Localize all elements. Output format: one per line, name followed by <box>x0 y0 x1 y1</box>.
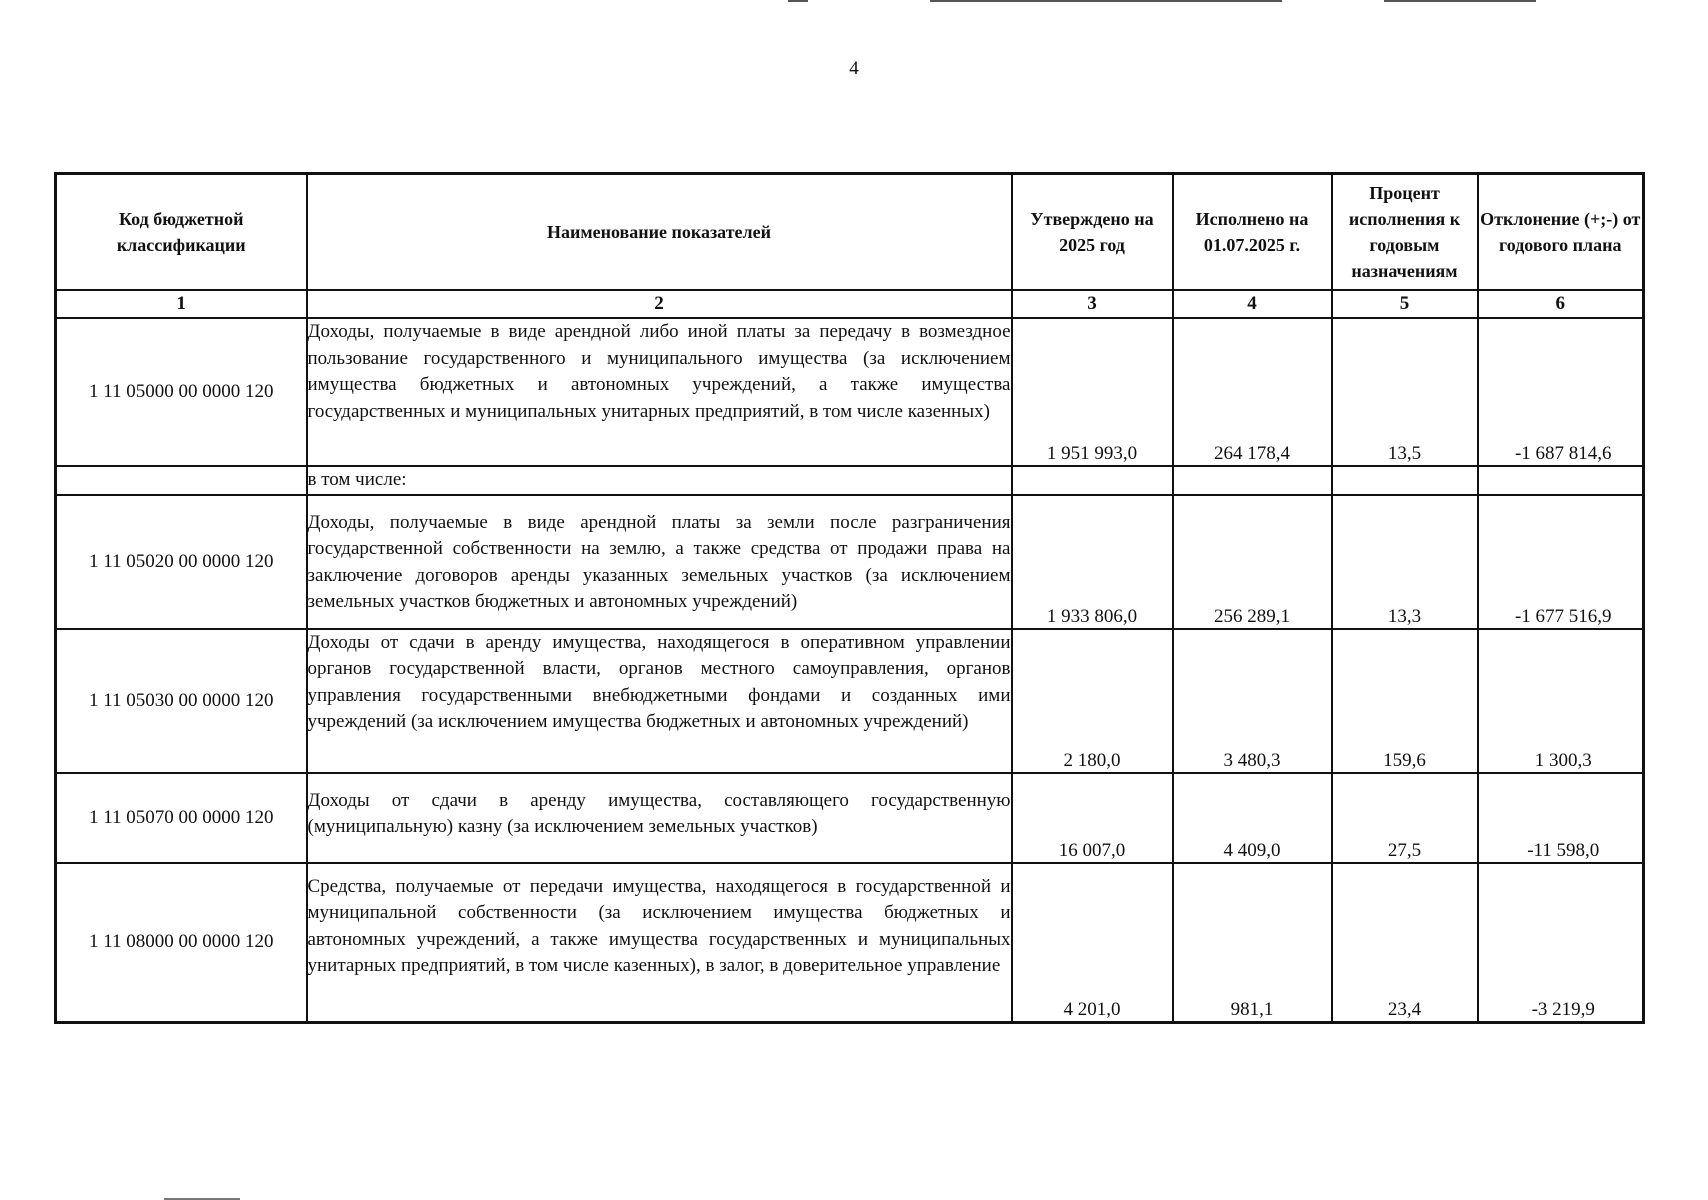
header-percent: Процент исполнения к годовым назначениям <box>1332 174 1478 291</box>
row-approved <box>1012 466 1173 495</box>
table-row <box>56 629 1644 773</box>
row-executed <box>1173 466 1332 495</box>
page-number: 4 <box>849 58 859 79</box>
header-row <box>56 174 1644 291</box>
row-deviation: -3 219,9 <box>1478 863 1644 1023</box>
row-executed: 264 178,4 <box>1173 318 1332 466</box>
row-approved: 4 201,0 <box>1012 863 1173 1023</box>
row-code: 1 11 05070 00 0000 120 <box>56 773 307 863</box>
row-name: Доходы, получаемые в виде арендной либо иной платы за передачу в возмездное пользование государственного и муниципального имущества (за исключением имущества бюджетных и автономных учреждений, а также имущества государственных и муниципальных унитарных предприятий, в том числе казенных) <box>307 318 1012 466</box>
column-number: 4 <box>1173 290 1332 318</box>
row-name: Доходы от сдачи в аренду имущества, составляющего государственную (муниципальную) казну (за исключением земельных участков) <box>307 773 1012 863</box>
column-number: 6 <box>1478 290 1644 318</box>
row-approved: 16 007,0 <box>1012 773 1173 863</box>
row-executed: 981,1 <box>1173 863 1332 1023</box>
row-code <box>56 466 307 495</box>
column-number: 3 <box>1012 290 1173 318</box>
row-executed: 256 289,1 <box>1173 495 1332 629</box>
scan-mark-top-2 <box>930 0 1282 2</box>
budget-table <box>54 172 1645 1024</box>
scan-mark-top-3 <box>1384 0 1536 2</box>
header-deviation: Отклонение (+;-) от годового плана <box>1478 174 1644 291</box>
column-number-row <box>56 290 1644 318</box>
row-percent <box>1332 466 1478 495</box>
row-code: 1 11 05020 00 0000 120 <box>56 495 307 629</box>
table-row <box>56 863 1644 1023</box>
column-number: 2 <box>307 290 1012 318</box>
header-code: Код бюджетной классификации <box>56 174 307 291</box>
table-row <box>56 318 1644 466</box>
column-number: 5 <box>1332 290 1478 318</box>
row-percent: 13,3 <box>1332 495 1478 629</box>
table-row <box>56 466 1644 495</box>
row-deviation <box>1478 466 1644 495</box>
row-percent: 27,5 <box>1332 773 1478 863</box>
row-name: Доходы, получаемые в виде арендной платы за земли после разграничения государственной собственности на землю, а также средства от продажи права на заключение договоров аренды указанных земельных участков (за исключением земельных участков бюджетных и автономных учреждений) <box>307 495 1012 629</box>
header-executed: Исполнено на 01.07.2025 г. <box>1173 174 1332 291</box>
row-deviation: -11 598,0 <box>1478 773 1644 863</box>
scan-mark-top-1 <box>788 0 808 2</box>
row-code: 1 11 05030 00 0000 120 <box>56 629 307 773</box>
row-deviation: 1 300,3 <box>1478 629 1644 773</box>
row-code: 1 11 05000 00 0000 120 <box>56 318 307 466</box>
row-executed: 4 409,0 <box>1173 773 1332 863</box>
row-executed: 3 480,3 <box>1173 629 1332 773</box>
row-approved: 2 180,0 <box>1012 629 1173 773</box>
row-deviation: -1 687 814,6 <box>1478 318 1644 466</box>
row-approved: 1 933 806,0 <box>1012 495 1173 629</box>
row-code: 1 11 08000 00 0000 120 <box>56 863 307 1023</box>
row-name: Средства, получаемые от передачи имущества, находящегося в государственной и муниципальной собственности (за исключением имущества бюджетных и автономных учреждений, а также имущества государственных и муниципальных унитарных предприятий, в том числе казенных), в залог, в доверительное управление <box>307 863 1012 1023</box>
column-number: 1 <box>56 290 307 318</box>
header-approved: Утверждено на 2025 год <box>1012 174 1173 291</box>
row-percent: 13,5 <box>1332 318 1478 466</box>
row-percent: 159,6 <box>1332 629 1478 773</box>
table-row <box>56 773 1644 863</box>
row-deviation: -1 677 516,9 <box>1478 495 1644 629</box>
row-name: Доходы от сдачи в аренду имущества, находящегося в оперативном управлении органов государственной власти, органов местного самоуправления, органов управления государственными внебюджетными фондами и созданных ими учреждений (за исключением имущества бюджетных и автономных учреждений) <box>307 629 1012 773</box>
row-name: в том числе: <box>307 466 1012 495</box>
row-approved: 1 951 993,0 <box>1012 318 1173 466</box>
row-percent: 23,4 <box>1332 863 1478 1023</box>
table-row <box>56 495 1644 629</box>
header-name: Наименование показателей <box>307 174 1012 291</box>
